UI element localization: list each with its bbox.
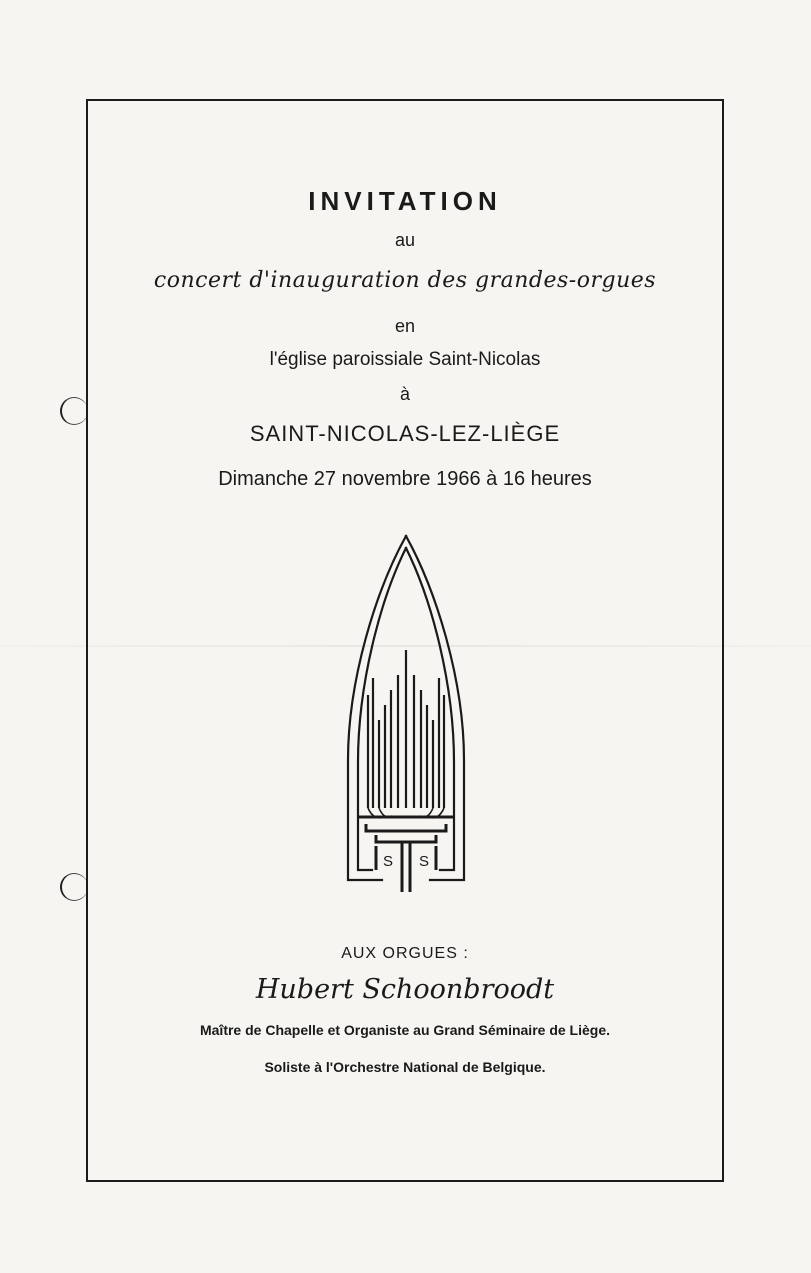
en-text: en xyxy=(394,316,416,336)
a-text: à xyxy=(399,384,410,404)
performer-name: Hubert Schoonbroodt xyxy=(255,974,555,1005)
church-name: l'église paroissiale Saint-Nicolas xyxy=(269,349,541,370)
punch-hole-top xyxy=(60,397,88,425)
concert-title: concert d'inauguration des grandes-orgues xyxy=(153,268,657,293)
logo-letter-right: S xyxy=(418,853,430,870)
au-text: au xyxy=(394,230,416,250)
event-datetime: Dimanche 27 novembre 1966 à 16 heures xyxy=(218,468,592,490)
city-name: SAINT-NICOLAS-LEZ-LIÈGE xyxy=(249,421,561,446)
logo-letter-left: S xyxy=(382,853,394,870)
performer-role-2: Soliste à l'Orchestre National de Belgique. xyxy=(264,1059,546,1075)
punch-hole-bottom xyxy=(60,873,88,901)
organ-label: AUX ORGUES : xyxy=(341,945,469,962)
performer-role-1: Maître de Chapelle et Organiste au Grand Séminaire de Liège. xyxy=(199,1022,610,1038)
invitation-title: INVITATION xyxy=(308,186,502,216)
organ-pipes-icon xyxy=(336,530,476,900)
